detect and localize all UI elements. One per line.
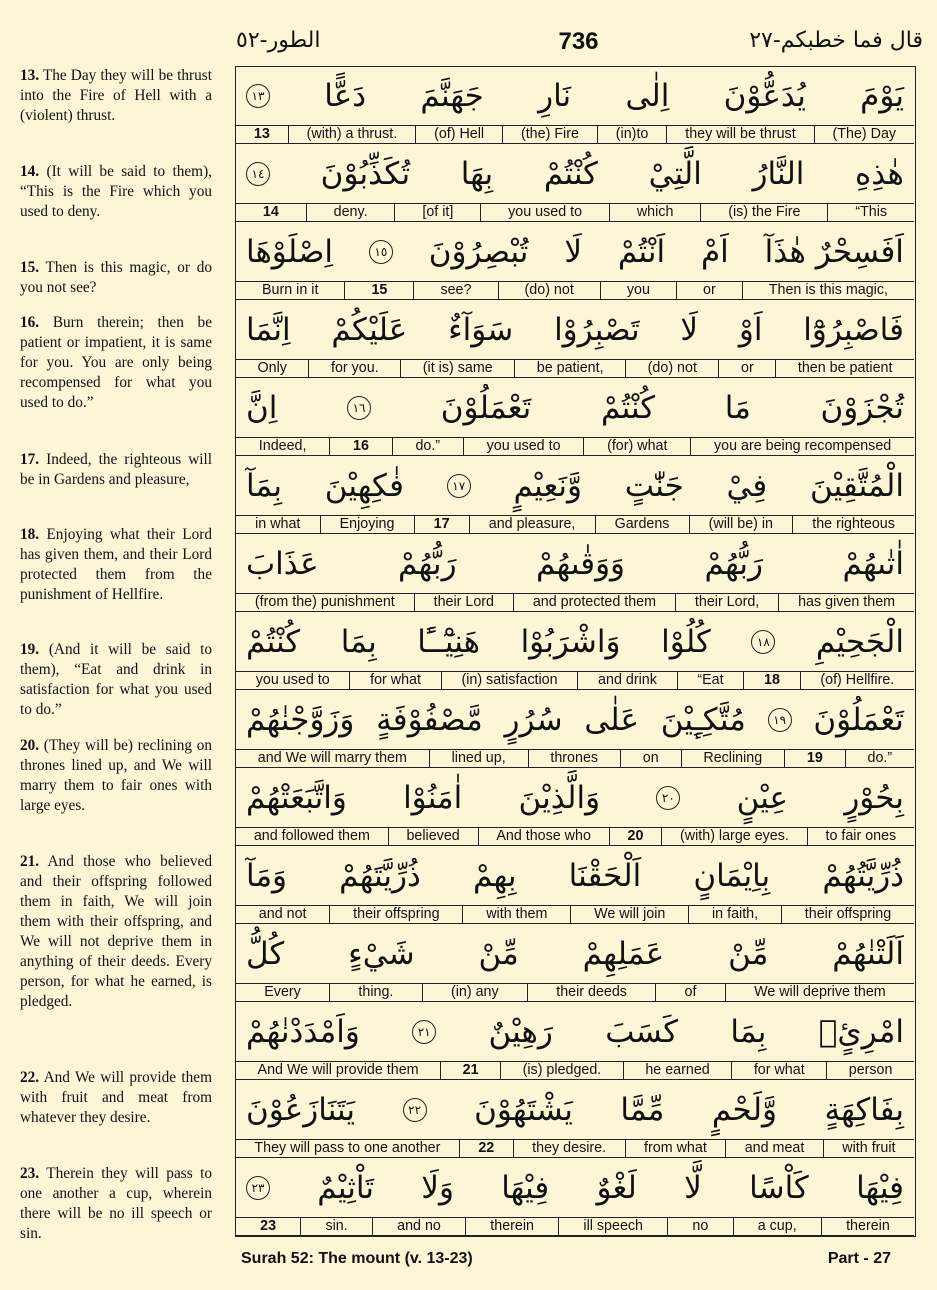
english-gloss-cell: their Lord	[414, 594, 513, 611]
table-row	[236, 301, 914, 379]
table-row	[236, 847, 914, 925]
arabic-line	[236, 691, 914, 749]
arabic-word: بِهَا	[460, 156, 494, 192]
arabic-word: بِاِيْمَانٍ	[693, 858, 771, 894]
arabic-word: اَلْحَقْنَا	[568, 858, 642, 894]
verse-end-marker: ١٨	[751, 630, 775, 654]
arabic-word: تُبْصِرُوْنَ	[428, 234, 529, 270]
english-gloss-cell: of	[655, 984, 725, 1001]
verse-end-marker: ١٣	[246, 84, 270, 108]
arabic-word: لَغْوٌ	[596, 1170, 637, 1206]
arabic-word: سُرُرٍ	[504, 702, 563, 738]
english-gloss-cell: (from the) punishment	[254, 594, 395, 610]
arabic-line	[236, 847, 914, 905]
table-row	[236, 769, 914, 847]
english-gloss-cell: (with) large eyes.	[661, 828, 806, 845]
arabic-word: رَبُّهُمْ	[704, 546, 763, 582]
english-gloss-cell: 22	[459, 1140, 513, 1157]
english-gloss-line	[236, 827, 914, 846]
verse-number: 20.	[20, 737, 40, 754]
english-gloss-cell: And those who	[478, 828, 609, 845]
arabic-word: مِّمَّا	[620, 1092, 665, 1128]
arabic-word: وَمَآ	[246, 858, 288, 894]
english-gloss-cell: [of it]	[394, 204, 480, 221]
arabic-word: بِمَا	[730, 1014, 767, 1050]
table-row	[236, 457, 914, 535]
english-gloss-cell: 14	[262, 204, 279, 220]
english-gloss-cell: be patient,	[514, 360, 625, 377]
arabic-word: اَفَسِحْرٌ هٰذَآ	[764, 234, 904, 270]
english-gloss-cell: and followed them	[253, 828, 370, 844]
arabic-word: دَعًّا	[324, 78, 367, 114]
english-gloss-cell: you used to	[255, 672, 330, 688]
english-gloss-cell: 15	[344, 282, 413, 299]
english-gloss-cell: We will join	[570, 906, 688, 923]
english-gloss-cell: or	[676, 282, 742, 299]
english-gloss-cell: (with) a thrust.	[288, 126, 415, 143]
table-row	[236, 925, 914, 1003]
english-gloss-cell: they desire.	[513, 1140, 625, 1157]
arabic-word: فَاصْبِرُوْٓا	[803, 312, 904, 348]
english-gloss-cell: Gardens	[595, 516, 689, 533]
arabic-word: عِيْنٍ	[736, 780, 789, 816]
arabic-word: مِّنْ	[478, 936, 519, 972]
english-gloss-cell: which	[609, 204, 700, 221]
english-gloss-cell: in faith,	[688, 906, 781, 923]
english-gloss-cell: with fruit	[823, 1140, 914, 1157]
arabic-line	[236, 223, 914, 281]
arabic-word: تَاْثِيْمٌ	[317, 1170, 374, 1206]
english-gloss-cell: to fair ones	[807, 828, 914, 845]
arabic-word: وَاَمْدَدْنٰهُمْ	[246, 1014, 360, 1050]
table-row	[236, 223, 914, 301]
arabic-word: لَا	[680, 312, 699, 348]
english-gloss-cell: sin.	[300, 1218, 372, 1235]
table-row	[236, 535, 914, 613]
arabic-word: بِحُوْرٍ	[844, 780, 904, 816]
arabic-line	[236, 1003, 914, 1061]
english-gloss-cell: (in) satisfaction	[441, 672, 578, 689]
english-gloss-cell: 18	[743, 672, 799, 689]
arabic-word: بِمَا	[340, 624, 377, 660]
word-by-word-table	[235, 66, 916, 1237]
verse-text: (And it will be said to them), “Eat and drink in satisfaction for what you used to do.”	[20, 641, 212, 718]
english-gloss-cell: you used to	[463, 438, 583, 455]
english-gloss-cell: on	[620, 750, 681, 767]
translation-verse	[20, 66, 212, 126]
english-gloss-cell: believed	[388, 828, 478, 845]
english-gloss-cell: We will deprive them	[725, 984, 914, 1001]
english-gloss-cell: and pleasure,	[469, 516, 595, 533]
english-gloss-cell: Reclining	[681, 750, 785, 767]
english-gloss-cell: then be patient	[775, 360, 914, 377]
arabic-line	[236, 457, 914, 515]
arabic-word: كَسَبَ	[605, 1014, 679, 1050]
english-gloss-line	[236, 1217, 914, 1236]
arabic-word: وَّلَحْمٍ	[711, 1092, 777, 1128]
arabic-word: ذُرِّيَّتُهُمْ	[822, 858, 904, 894]
english-gloss-line	[236, 359, 914, 378]
english-gloss-cell: their offspring	[781, 906, 914, 923]
arabic-word: وَاتَّبَعَتْهُمْ	[246, 780, 347, 816]
arabic-word: كُنْتُمْ	[543, 156, 598, 192]
arabic-line	[236, 379, 914, 437]
arabic-word: فِيْهَا	[501, 1170, 550, 1206]
verse-text: Then is this magic, or do you not see?	[20, 259, 212, 296]
arabic-word: جَهَنَّمَ	[420, 78, 484, 114]
english-gloss-cell: or	[718, 360, 775, 377]
english-gloss-cell: 13	[253, 126, 270, 142]
verse-number: 13.	[20, 67, 40, 84]
arabic-line	[236, 535, 914, 593]
footer-surah-label: Surah 52: The mount (v. 13-23)	[241, 1250, 473, 1267]
verse-text: (It will be said to them), “This is the Fire which you used to deny.	[20, 163, 212, 220]
translation-verse	[20, 162, 212, 222]
arabic-word: بِهِمْ	[472, 858, 517, 894]
arabic-word: مُتَّكِـِٕيْنَ	[660, 702, 746, 738]
english-gloss-cell: a cup,	[733, 1218, 821, 1235]
arabic-line	[236, 145, 914, 203]
arabic-line	[236, 1159, 914, 1217]
english-gloss-cell: Every	[264, 984, 301, 1000]
english-gloss-cell: therein	[465, 1218, 558, 1235]
verse-end-marker: ١٥	[369, 240, 393, 264]
table-row	[236, 1159, 914, 1237]
arabic-line	[236, 301, 914, 359]
english-gloss-line	[236, 671, 914, 690]
english-gloss-line	[236, 1061, 914, 1080]
arabic-word: كَاْسًا	[749, 1170, 809, 1206]
english-gloss-line	[236, 515, 914, 534]
arabic-word: امْرِئٍۭ	[818, 1014, 904, 1050]
arabic-word: بِفَاكِهَةٍ	[824, 1092, 904, 1128]
english-gloss-cell: and protected them	[513, 594, 675, 611]
arabic-word: عَذَابَ	[246, 546, 319, 582]
english-gloss-cell: with them	[462, 906, 570, 923]
english-gloss-line	[236, 593, 914, 612]
arabic-word: يَشْتَهُوْنَ	[474, 1092, 573, 1128]
arabic-word: شَيْءٍ	[348, 936, 415, 972]
arabic-word: اَنْتُمْ	[617, 234, 666, 270]
english-gloss-cell: 16	[329, 438, 391, 455]
arabic-word: بِمَآ	[246, 468, 282, 504]
arabic-word: اِصْلَوْهَا	[246, 234, 334, 270]
translation-verse	[20, 450, 212, 490]
arabic-line	[236, 925, 914, 983]
arabic-word: كُنْتُمْ	[600, 390, 656, 426]
arabic-line	[236, 1081, 914, 1139]
english-gloss-cell: person	[826, 1062, 914, 1079]
english-gloss-cell: thing.	[329, 984, 422, 1001]
english-gloss-cell: Then is this magic,	[742, 282, 914, 299]
english-gloss-cell: (is) the Fire	[700, 204, 827, 221]
arabic-word: اٰتٰىهُمْ	[842, 546, 904, 582]
arabic-word: جَنّٰتٍ	[624, 468, 684, 504]
english-gloss-line	[236, 281, 914, 300]
verse-text: Enjoying what their Lord has given them, and their Lord protected them from the punishment of Hellfire.	[20, 526, 212, 603]
table-row	[236, 145, 914, 223]
arabic-word: كُلُّ	[246, 936, 285, 972]
arabic-word: رَهِيْنٌ	[488, 1014, 553, 1050]
juz-name-arabic: قال فما خطبكم-٢٧	[749, 28, 923, 53]
verse-number: 23.	[20, 1165, 40, 1182]
english-gloss-cell: And We will provide them	[257, 1062, 419, 1078]
english-gloss-cell: their offspring	[329, 906, 462, 923]
english-gloss-cell: no	[667, 1218, 732, 1235]
english-gloss-line	[236, 905, 914, 924]
verse-number: 17.	[20, 451, 40, 468]
english-gloss-cell: and drink	[577, 672, 676, 689]
english-gloss-cell: They will pass to one another	[254, 1140, 441, 1156]
arabic-line	[236, 769, 914, 827]
english-gloss-cell: (for) what	[583, 438, 690, 455]
arabic-word: النَّارُ	[752, 156, 805, 192]
surah-name-arabic: الطور-٥٢	[236, 28, 321, 53]
english-gloss-cell: (do) not	[498, 282, 600, 299]
arabic-word: اِنَّ	[246, 390, 278, 426]
english-gloss-cell: (in) any	[422, 984, 527, 1001]
verse-end-marker: ١٧	[447, 474, 471, 498]
arabic-word: تُكَذِّبُوْنَ	[320, 156, 411, 192]
english-gloss-line	[236, 983, 914, 1002]
arabic-word: فٰكِهِيْنَ	[324, 468, 404, 504]
arabic-line	[236, 67, 914, 125]
verse-end-marker: ٢١	[412, 1020, 436, 1044]
arabic-word: لَا	[564, 234, 582, 270]
arabic-word: اِنَّمَا	[246, 312, 291, 348]
english-gloss-cell: Burn in it	[262, 282, 319, 298]
table-row	[236, 379, 914, 457]
english-gloss-cell: (it is) same	[400, 360, 514, 377]
verse-end-marker: ٢٣	[246, 1176, 270, 1200]
english-gloss-cell: see?	[413, 282, 497, 299]
english-gloss-cell: for what	[349, 672, 440, 689]
english-gloss-cell: “Eat	[677, 672, 744, 689]
english-gloss-cell: and no	[372, 1218, 465, 1235]
translation-verse	[20, 525, 212, 605]
english-gloss-cell: (of) Hell	[415, 126, 502, 143]
arabic-word: يُدَعُّوْنَ	[723, 78, 806, 114]
verse-number: 15.	[20, 259, 40, 276]
arabic-word: ذُرِّيَّتَهُمْ	[339, 858, 421, 894]
english-gloss-cell: therein	[821, 1218, 914, 1235]
verse-number: 18.	[20, 526, 40, 543]
english-gloss-cell: 21	[440, 1062, 500, 1079]
english-gloss-cell: their deeds	[527, 984, 655, 1001]
arabic-word: اَمْ	[700, 234, 729, 270]
arabic-word: لَّا	[684, 1170, 702, 1206]
translation-verse	[20, 640, 212, 720]
english-gloss-line	[236, 125, 914, 144]
english-gloss-cell: “This	[827, 204, 914, 221]
arabic-word: كُلُوْا	[661, 624, 711, 660]
arabic-word: فِيْهَا	[856, 1170, 904, 1206]
arabic-word: وَوَقٰىهُمْ	[535, 546, 626, 582]
arabic-word: كُنْتُمْ	[246, 624, 301, 660]
arabic-word: فِيْ	[726, 468, 768, 504]
english-gloss-cell: do.”	[845, 750, 914, 767]
arabic-line	[236, 613, 914, 671]
english-gloss-cell: 19	[784, 750, 845, 767]
table-row	[236, 691, 914, 769]
english-gloss-cell: from what	[625, 1140, 726, 1157]
english-gloss-cell: you are being recompensed	[690, 438, 914, 455]
english-gloss-cell: he earned	[623, 1062, 731, 1079]
arabic-word: اٰمَنُوْا	[403, 780, 463, 816]
english-gloss-line	[236, 437, 914, 456]
english-gloss-cell: (will be) in	[689, 516, 793, 533]
arabic-word: عَلَيْكُمْ	[331, 312, 408, 348]
verse-number: 21.	[20, 853, 40, 870]
page-number: 736	[558, 28, 599, 55]
arabic-word: تَصْبِرُوْا	[554, 312, 640, 348]
arabic-word: اِلٰى	[625, 78, 670, 114]
arabic-word: وَالَّذِيْنَ	[518, 780, 601, 816]
english-gloss-cell: lined up,	[429, 750, 528, 767]
verse-text: And We will provide them with fruit and meat from whatever they desire.	[20, 1069, 212, 1126]
table-row	[236, 613, 914, 691]
arabic-word: رَبُّهُمْ	[398, 546, 457, 582]
arabic-word: الْمُتَّقِيْنَ	[809, 468, 904, 504]
arabic-word: وَّنَعِيْمٍ	[513, 468, 583, 504]
arabic-word: اَوْ	[738, 312, 763, 348]
arabic-word: تُجْزَوْنَ	[820, 390, 904, 426]
table-row	[236, 1003, 914, 1081]
footer-part-label: Part - 27	[827, 1250, 891, 1267]
verse-number: 16.	[20, 314, 40, 331]
arabic-word: اَلَتْنٰهُمْ	[832, 936, 904, 972]
verse-text: And those who believed and their offspring followed them in faith, We will join them with their offspring, and We will not deprive them in anything of their deeds. Every person, for what he earned, is pledged.	[20, 853, 212, 1010]
arabic-word: يَوْمَ	[860, 78, 904, 114]
translation-verse	[20, 313, 212, 413]
verse-text: Indeed, the righteous will be in Gardens and pleasure,	[20, 451, 212, 488]
english-gloss-cell: and meat	[725, 1140, 823, 1157]
arabic-word: مَا	[724, 390, 751, 426]
english-gloss-cell: (the) Fire	[502, 126, 597, 143]
translation-verse	[20, 258, 212, 298]
english-gloss-cell: and We will marry them	[257, 750, 407, 766]
english-gloss-cell: 20	[609, 828, 662, 845]
english-gloss-cell: (of) Hellfire.	[800, 672, 914, 689]
english-gloss-cell: and not	[258, 906, 307, 922]
english-gloss-cell: for what	[731, 1062, 826, 1079]
arabic-word: تَعْمَلُوْنَ	[813, 702, 904, 738]
english-gloss-cell: (do) not	[625, 360, 718, 377]
verse-text: Burn therein; then be patient or impatient, it is same for you. You are only being recompensed for what you used to do.”	[20, 314, 212, 411]
verse-number: 14.	[20, 163, 40, 180]
arabic-word: عَلٰى	[584, 702, 639, 738]
verse-text: (They will be) reclining on thrones lined up, and We will marry them to fair ones with large eyes.	[20, 737, 212, 814]
table-row	[236, 67, 914, 145]
english-gloss-cell: do.”	[392, 438, 463, 455]
arabic-word: الْجَحِيْمِ	[815, 624, 904, 660]
arabic-word: هٰذِهِ	[855, 156, 904, 192]
english-gloss-cell: Enjoying	[320, 516, 414, 533]
arabic-word: وَاشْرَبُوْا	[520, 624, 621, 660]
verse-text: The Day they will be thrust into the Fire of Hell with a (violent) thrust.	[20, 67, 212, 124]
english-gloss-cell: for you.	[308, 360, 400, 377]
arabic-word: وَزَوَّجْنٰهُمْ	[246, 702, 355, 738]
arabic-word: الَّتِيْ	[648, 156, 702, 192]
translation-verse	[20, 736, 212, 816]
english-gloss-line	[236, 1139, 914, 1158]
english-gloss-cell: in what	[255, 516, 301, 532]
english-gloss-cell: 17	[414, 516, 469, 533]
english-gloss-cell: their Lord,	[675, 594, 778, 611]
arabic-word: مِّنْ	[728, 936, 769, 972]
arabic-word: تَعْمَلُوْنَ	[440, 390, 532, 426]
english-gloss-cell: (is) pledged.	[500, 1062, 623, 1079]
verse-number: 19.	[20, 641, 40, 658]
verse-end-marker: ١٩	[768, 708, 792, 732]
english-gloss-cell: has given them	[778, 594, 914, 611]
arabic-word: مَّصْفُوْفَةٍ	[376, 702, 483, 738]
arabic-word: عَمَلِهِمْ	[582, 936, 665, 972]
arabic-word: يَتَنَازَعُوْنَ	[246, 1092, 356, 1128]
english-gloss-cell: deny.	[306, 204, 395, 221]
table-row	[236, 1081, 914, 1159]
verse-end-marker: ٢٢	[403, 1098, 427, 1122]
verse-number: 22.	[20, 1069, 40, 1086]
verse-end-marker: ١٦	[347, 396, 371, 420]
translation-verse	[20, 1068, 212, 1128]
english-gloss-cell: Indeed,	[258, 438, 307, 454]
verse-end-marker: ١٤	[246, 162, 270, 186]
english-gloss-cell: (The) Day	[814, 126, 914, 143]
english-gloss-cell: Only	[257, 360, 287, 376]
arabic-word: نَارِ	[538, 78, 572, 114]
arabic-word: سَوَآءٌ	[448, 312, 514, 348]
english-gloss-cell: you	[600, 282, 676, 299]
english-gloss-cell: the righteous	[792, 516, 914, 533]
english-gloss-line	[236, 749, 914, 768]
english-gloss-cell: you used to	[480, 204, 609, 221]
english-gloss-cell: thrones	[528, 750, 620, 767]
english-gloss-cell: (in)to	[597, 126, 666, 143]
verse-text: Therein they will pass to one another a cup, wherein there will be no ill speech or sin.	[20, 1165, 212, 1242]
english-gloss-cell: they will be thrust	[666, 126, 813, 143]
translation-verse	[20, 1164, 212, 1244]
english-gloss-cell: 23	[260, 1218, 277, 1234]
english-gloss-cell: ill speech	[558, 1218, 667, 1235]
translation-verse	[20, 852, 212, 1012]
arabic-word: هَنِيْٓــًٔا	[417, 624, 480, 660]
arabic-word: وَلَا	[421, 1170, 454, 1206]
verse-end-marker: ٢٠	[656, 786, 680, 810]
english-gloss-line	[236, 203, 914, 222]
